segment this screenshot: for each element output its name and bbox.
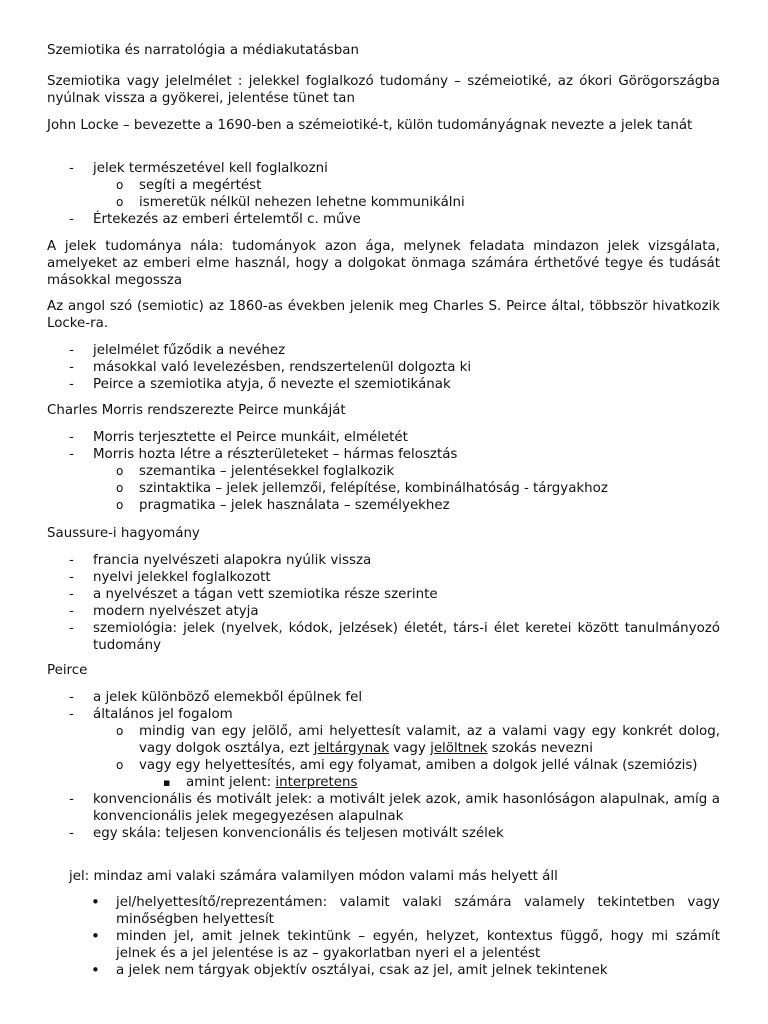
dash-marker: - <box>69 447 74 462</box>
dash-marker: - <box>69 343 74 358</box>
list-item: ▪ amint jelent: interpretens <box>163 775 358 790</box>
dash-marker: - <box>69 604 74 619</box>
paragraph-saussure: Saussure-i hagyomány <box>47 526 200 541</box>
list-item: - modern nyelvészet atyja <box>69 604 259 619</box>
dash-marker: - <box>69 826 74 841</box>
paragraph-charles-morris: Charles Morris rendszerezte Peirce munkáját <box>47 403 346 418</box>
circle-marker: o <box>116 178 124 192</box>
list-item: - jelelmélet fűződik a nevéhez <box>69 343 286 358</box>
document-title: Szemiotika és narratológia a médiakutatásban <box>47 43 359 58</box>
underlined-term: interpretens <box>275 775 358 790</box>
bullet-marker: • <box>91 961 100 979</box>
dash-marker: - <box>69 212 74 227</box>
list-item: • a jelek nem tárgyak objektív osztályai, csak az jel, amit jelnek tekintenek <box>91 961 608 979</box>
list-item: - francia nyelvészeti alapokra nyúlik vissza <box>69 553 372 568</box>
peirce-sign-list <box>47 689 720 842</box>
underlined-term: jelöltnek <box>430 741 488 756</box>
dash-marker: - <box>69 792 74 807</box>
dash-marker: - <box>69 360 74 375</box>
dash-marker: - <box>69 587 74 602</box>
dash-marker: - <box>69 377 74 392</box>
list-item: - Értekezés az emberi értelemtől c. műve <box>69 212 361 227</box>
circle-marker: o <box>116 724 124 738</box>
list-item: o vagy egy helyettesítés, ami egy folyamat, amiben a dolgok jellé válnak (szemiózis) <box>116 758 698 773</box>
dash-marker: - <box>69 161 74 176</box>
dash-marker: - <box>69 570 74 585</box>
dash-marker: - <box>69 621 74 636</box>
list-item: - Morris hozta létre a részterületeket – hármas felosztás <box>69 447 458 462</box>
paragraph-science-of-signs: A jelek tudománya nála: tudományok azon ága, melynek feladata mindazon jelek vizsgálata, amelyeket az emberi elme használ, hogy a dolgokat önmaga számára érthetővé tegye és tudását másokkal megossza <box>47 239 720 288</box>
paragraph-john-locke: John Locke – bevezette a 1690-ben a szémeiotiké-t, külön tudományágnak nevezte a jelek tanát <box>47 118 693 133</box>
paragraph-semiotics-definition: Szemiotika vagy jelelmélet : jelekkel foglalkozó tudomány – szémeiotiké, az ókori Görögországba nyúlnak vissza a gyökerei, jelentése tünet tan <box>47 74 720 106</box>
paragraph-peirce: Peirce <box>47 663 88 678</box>
list-item: - Peirce a szemiotika atyja, ő nevezte el szemiotikának <box>69 377 451 392</box>
list-item: o segíti a megértést <box>116 178 262 193</box>
circle-marker: o <box>116 195 124 209</box>
sign-bullet-list <box>47 894 720 979</box>
dash-marker: - <box>69 430 74 445</box>
paragraph-sign-definition: jel: mindaz ami valaki számára valamilyen módon valami más helyett áll <box>69 869 558 884</box>
list-item: - szemiológia: jelek (nyelvek, kódok, jelzések) életét, társ-i élet keretei között tanulmányozó tudomány <box>69 621 720 653</box>
list-item: - a jelek különböző elemekből épülnek fel <box>69 690 363 705</box>
list-item: o ismeretük nélkül nehezen lehetne kommunikálni <box>116 195 465 210</box>
locke-list <box>47 160 720 228</box>
list-item: o szintaktika – jelek jellemzői, felépítése, kombinálhatóság - tárgyakhoz <box>116 481 608 496</box>
circle-marker: o <box>116 498 124 512</box>
dash-marker: - <box>69 690 74 705</box>
peirce-list <box>47 342 720 393</box>
morris-list <box>47 429 720 514</box>
list-item: - általános jel fogalom <box>69 707 233 722</box>
paragraph-semiotic-word: Az angol szó (semiotic) az 1860-as években jelenik meg Charles S. Peirce által, többször hivatkozik Locke-ra. <box>47 299 720 331</box>
list-item: - egy skála: teljesen konvencionális és teljesen motivált szélek <box>69 826 504 841</box>
list-item: - jelek természetével kell foglalkozni <box>69 161 328 176</box>
list-item: o pragmatika – jelek használata – személyekhez <box>116 498 450 513</box>
bullet-marker: • <box>91 893 100 911</box>
list-item: - Morris terjesztette el Peirce munkáit, elméletét <box>69 430 408 445</box>
underlined-term: jeltárgynak <box>313 741 390 756</box>
list-item: o szemantika – jelentésekkel foglalkozik <box>116 464 395 479</box>
list-item: - a nyelvészet a tágan vett szemiotika része szerinte <box>69 587 438 602</box>
circle-marker: o <box>116 758 124 772</box>
dash-marker: - <box>69 707 74 722</box>
list-item: • minden jel, amit jelnek tekintünk – egyén, helyzet, kontextus függő, hogy mi számít jelnek és a jel jelentése is az – gyakorlatban nyeri el a jelentést <box>91 927 720 961</box>
circle-marker: o <box>116 464 124 478</box>
list-item: - nyelvi jelekkel foglalkozott <box>69 570 271 585</box>
list-item: o mindig van egy jelölő, ami helyettesít valamit, az a valami vagy egy konkrét dolog, vagy dolgok osztálya, ezt jeltárgynak vagy jelöltnek szokás nevezni <box>116 724 720 756</box>
list-item: - másokkal való levelezésben, rendszertelenül dolgozta ki <box>69 360 472 375</box>
bullet-marker: • <box>91 927 100 945</box>
list-item: • jel/helyettesítő/reprezentámen: valamit valaki számára valamely tekintetben vagy minőségben helyettesít <box>91 893 720 927</box>
circle-marker: o <box>116 481 124 495</box>
dash-marker: - <box>69 553 74 568</box>
square-marker: ▪ <box>163 776 171 789</box>
list-item: - konvencionális és motivált jelek: a motivált jelek azok, amik hasonlóságon alapulnak, amíg a konvencionális jelek megegyezésen alapulnak <box>69 792 720 824</box>
saussure-list <box>47 552 720 654</box>
